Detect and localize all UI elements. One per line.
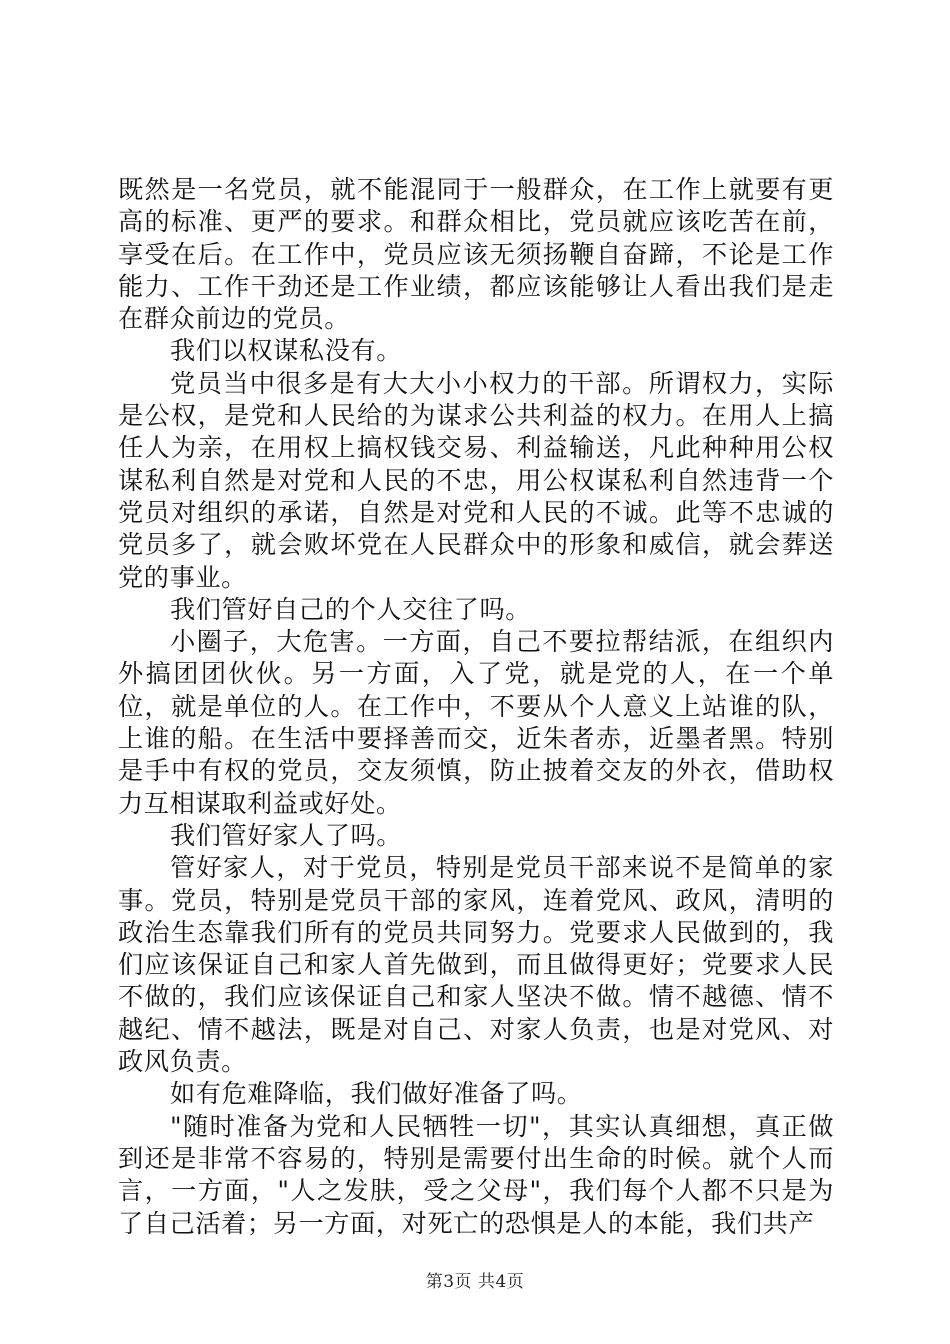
paragraph: 小圈子，大危害。一方面，自己不要拉帮结派，在组织内外搞团团伙伙。另一方面，入了党，就是党的人，在一个单位，就是单位的人。在工作中，不要从个人意义上站谁的队，上谁的船。在生活中要择善而交，近朱者赤，近墨者黑。特别是手中有权的党员，交友须慎，防止披着交友的外衣，借助权力互相谋取利益或好处。 [118, 627, 834, 818]
paragraph: 我们以权谋私没有。 [170, 336, 403, 366]
paragraph: 管好家人，对于党员，特别是党员干部来说不是简单的家事。党员，特别是党员干部的家风，连着党风、政风，清明的政治生态靠我们所有的党员共同努力。党要求人民做到的，我们应该保证自己和家人首先做到，而且做得更好；党要求人民不做的，我们应该保证自己和家人坚决不做。情不越德、情不越纪、情不越法，既是对自己、对家人负责，也是对党风、对政风负责。 [118, 853, 834, 1077]
paragraph: 既然是一名党员，就不能混同于一般群众，在工作上就要有更高的标准、更严的要求。和群众相比，党员就应该吃苦在前，享受在后。在工作中，党员应该无须扬鞭自奋蹄，不论是工作能力、工作干劲还是工作业绩，都应该能够让人看出我们是走在群众前边的党员。 [118, 175, 834, 334]
paragraph: 党员当中很多是有大大小小权力的干部。所谓权力，实际是公权，是党和人民给的为谋求公共利益的权力。在用人上搞任人为亲，在用权上搞权钱交易、利益输送，凡此种种用公权谋私利自然是对党和人民的不忠，用公权谋私利自然违背一个党员对组织的承诺，自然是对党和人民的不诚。此等不忠诚的党员多了，就会败坏党在人民群众中的形象和威信，就会葬送党的事业。 [118, 368, 834, 592]
paragraph: "随时准备为党和人民牺牲一切"，其实认真细想，真正做到还是非常不容易的，特别是需要付出生命的时候。就个人而言，一方面，"人之发肤，受之父母"，我们每个人都不只是为了自己活着；另一方面，对死亡的恐惧是人的本能，我们共产 [118, 1111, 834, 1238]
page-footer: 第3页 共4页 [425, 1272, 525, 1292]
paragraph: 如有危难降临，我们做好准备了吗。 [170, 1079, 583, 1109]
paragraph: 我们管好家人了吗。 [170, 820, 403, 850]
body-text [118, 174, 834, 1240]
paragraph: 我们管好自己的个人交往了吗。 [170, 594, 532, 624]
